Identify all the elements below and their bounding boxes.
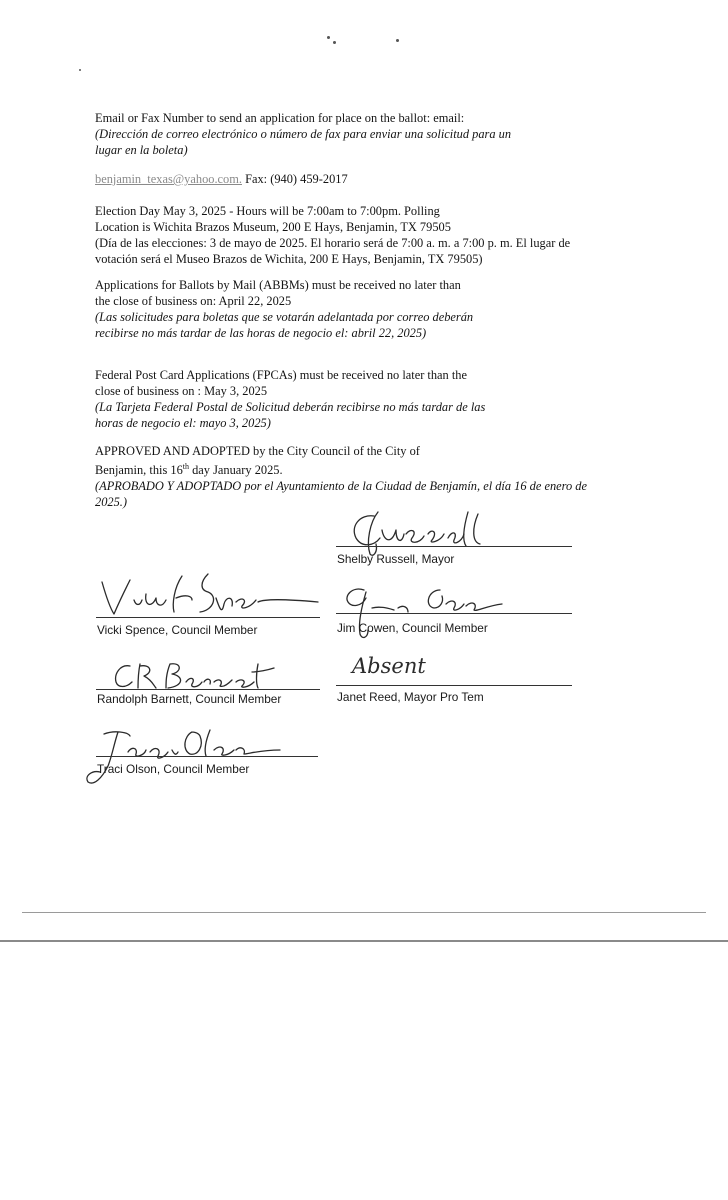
approved-es: (APROBADO Y ADOPTADO por el Ayuntamiento de la Ciudad de Benjamín, el día 16 de enero de 2025.): [95, 479, 587, 510]
spence-signature-line: [96, 617, 320, 618]
fpca-es: (La Tarjeta Federal Postal de Solicitud deberán recibirse no más tardar de las horas de negocio el: mayo 3, 2025): [95, 400, 486, 430]
spence-name: Vicki Spence, Council Member: [97, 623, 258, 637]
abbm-section: [95, 277, 615, 341]
email-section: [95, 110, 615, 158]
olson-signature-line: [96, 756, 318, 757]
fpca-line-2: close of business on : May 3, 2025: [95, 384, 268, 398]
contact-line: [95, 171, 615, 187]
cowen-name: Jim Cowen, Council Member: [337, 621, 488, 635]
abbm-line-2: the close of business on: April 22, 2025: [95, 294, 292, 308]
fpca-line-1: Federal Post Card Applications (FPCAs) must be received no later than the: [95, 368, 467, 382]
fpca-section: [95, 367, 615, 431]
scan-speck: [396, 39, 399, 42]
barnett-signature-line: [96, 689, 320, 690]
election-day-line-2: Location is Wichita Brazos Museum, 200 E Hays, Benjamin, TX 79505: [95, 220, 451, 234]
footer-rule: [22, 912, 706, 913]
approved-line-1: APPROVED AND ADOPTED by the City Council of the City of: [95, 444, 420, 458]
olson-signature: [84, 726, 284, 792]
election-day-line-1: Election Day May 3, 2025 - Hours will be 7:00am to 7:00pm. Polling: [95, 204, 440, 218]
reed-signature-line: [336, 685, 572, 686]
approval-section: [95, 443, 615, 510]
reed-name: Janet Reed, Mayor Pro Tem: [337, 690, 484, 704]
email-heading: Email or Fax Number to send an application for place on the ballot: email:: [95, 111, 465, 125]
approved-line-2: [95, 459, 615, 478]
olson-name: Traci Olson, Council Member: [97, 762, 250, 776]
email-address[interactable]: benjamin_texas@yahoo.com.: [95, 172, 242, 186]
approved-line-2a: Benjamin, this 16: [95, 463, 183, 478]
mayor-signature-line: [336, 546, 572, 547]
scan-speck: [79, 69, 81, 71]
scan-speck: [333, 41, 336, 44]
scan-speck: [327, 36, 330, 39]
election-day-es: (Día de las elecciones: 3 de mayo de 2025. El horario será de 7:00 a. m. a 7:00 p. m. El lugar de votación será el Museo Brazos de Wichita, 200 E Hays, Benjamin, TX 79505): [95, 236, 571, 266]
approved-line-2b: day January 2025.: [189, 463, 283, 478]
election-day-section: [95, 203, 615, 267]
spence-signature: [96, 570, 316, 618]
abbm-line-1: Applications for Ballots by Mail (ABBMs) must be received no later than: [95, 278, 461, 292]
barnett-name: Randolph Barnett, Council Member: [97, 692, 282, 706]
mayor-name: Shelby Russell, Mayor: [337, 552, 455, 566]
email-heading-es: (Dirección de correo electrónico o número de fax para enviar una solicitud para un lugar en la boleta): [95, 127, 512, 157]
mayor-signature: [340, 508, 490, 558]
cowen-signature-line: [336, 613, 572, 614]
abbm-es: (Las solicitudes para boletas que se votarán adelantada por correo deberán recibirse no más tardar de las horas de negocio el: abril 22, 2025): [95, 310, 474, 340]
approved-superscript: th: [182, 462, 189, 471]
reed-absent-mark: Absent: [352, 654, 426, 678]
fax-number: Fax: (940) 459-2017: [245, 172, 348, 186]
